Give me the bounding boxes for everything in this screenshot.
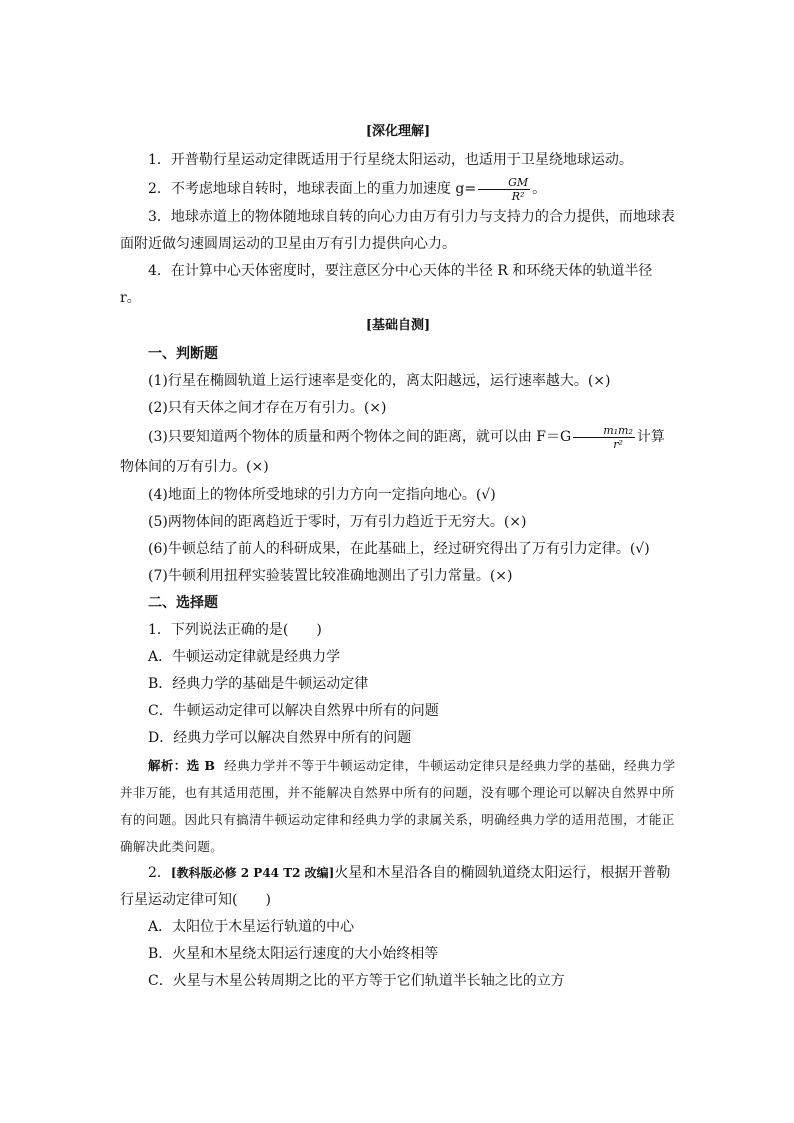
formula-gm-r2: $\frac{GM}{\text{R²}}$: [478, 176, 530, 203]
question-2-stem: 2．[教科版必修 2 P44 T2 改编]火星和木星沿各自的椭圆轨道绕太阳运行，根据开普勒行星运动定律可知( ): [120, 865, 671, 908]
analysis-label: 解析：选 B: [148, 758, 216, 773]
section-title-deepen: [深化理解]: [365, 124, 431, 139]
judge-item-3: (3)只要知道两个物体的质量和两个物体之间的距离，就可以由 F＝G $\frac{\text{m₁m₂}}{\text{r²}}$ 计算物体间的万有引力。(×): [120, 423, 665, 475]
question-2-option-c: C．火星与木星公转周期之比的平方等于它们轨道半长轴之比的立方: [148, 973, 565, 989]
question-1-option-c: C．牛顿运动定律可以解决自然界中所有的问题: [148, 703, 439, 719]
question-2-option-a: A．太阳位于木星运行轨道的中心: [148, 919, 355, 935]
judge-item-5: (5)两物体间的距离趋近于零时，万有引力趋近于无穷大。(×): [148, 514, 527, 530]
deepen-item-3: 3．地球赤道上的物体随地球自转的向心力由万有引力与支持力的合力提供，而地球表面附近做匀速圆周运动的卫星由万有引力提供向心力。: [120, 209, 675, 252]
formula-gravity: $\frac{\text{m₁m₂}}{\text{r²}}$: [573, 424, 635, 451]
part-heading-choice: 二、选择题: [148, 595, 218, 611]
judge-item-1: (1)行星在椭圆轨道上运行速率是变化的，离太阳越远，运行速率越大。(×): [148, 373, 611, 389]
question-1-option-d: D．经典力学可以解决自然界中所有的问题: [148, 730, 412, 746]
judge-item-4: (4)地面上的物体所受地球的引力方向一定指向地心。(√): [148, 487, 496, 503]
part-heading-judge: 一、判断题: [148, 346, 218, 362]
deepen-item-4: 4．在计算中心天体密度时，要注意区分中心天体的半径 R 和环绕天体的轨道半径 r。: [120, 263, 653, 306]
question-1-option-a: A．牛顿运动定律就是经典力学: [148, 649, 341, 665]
deepen-item-1: 1．开普勒行星运动定律既适用于行星绕太阳运动，也适用于卫星绕地球运动。: [148, 152, 633, 168]
question-1-option-b: B．经典力学的基础是牛顿运动定律: [148, 676, 369, 692]
question-1-analysis: 解析：选 B 经典力学并不等于牛顿运动定律，牛顿运动定律只是经典力学的基础，经典力学并非万能，也有其适用范围，并不能解决自然界中所有的问题，没有哪个理论可以解决自然界中所有的问题。因此只有搞清牛顿运动定律和经典力学的隶属关系，明确经典力学的适用范围，才能正确解决此类问题。: [120, 758, 676, 854]
section-title-selftest: [基础自测]: [365, 318, 431, 333]
question-2-option-b: B．火星和木星绕太阳运行速度的大小始终相等: [148, 946, 439, 962]
question-1-stem: 1．下列说法正确的是( ): [148, 622, 322, 638]
deepen-item-2: 2．不考虑地球自转时，地球表面上的重力加速度 g= $\frac{GM}{\text{R²}}$ 。: [148, 175, 547, 203]
judge-item-6: (6)牛顿总结了前人的科研成果，在此基础上，经过研究得出了万有引力定律。(√): [148, 541, 650, 557]
question-2-source: [教科版必修 2 P44 T2 改编]: [170, 866, 335, 880]
document-content: [120, 118, 676, 995]
judge-item-2: (2)只有天体之间才存在万有引力。(×): [148, 400, 387, 416]
judge-item-7: (7)牛顿利用扭秤实验装置比较准确地测出了引力常量。(×): [148, 568, 513, 584]
